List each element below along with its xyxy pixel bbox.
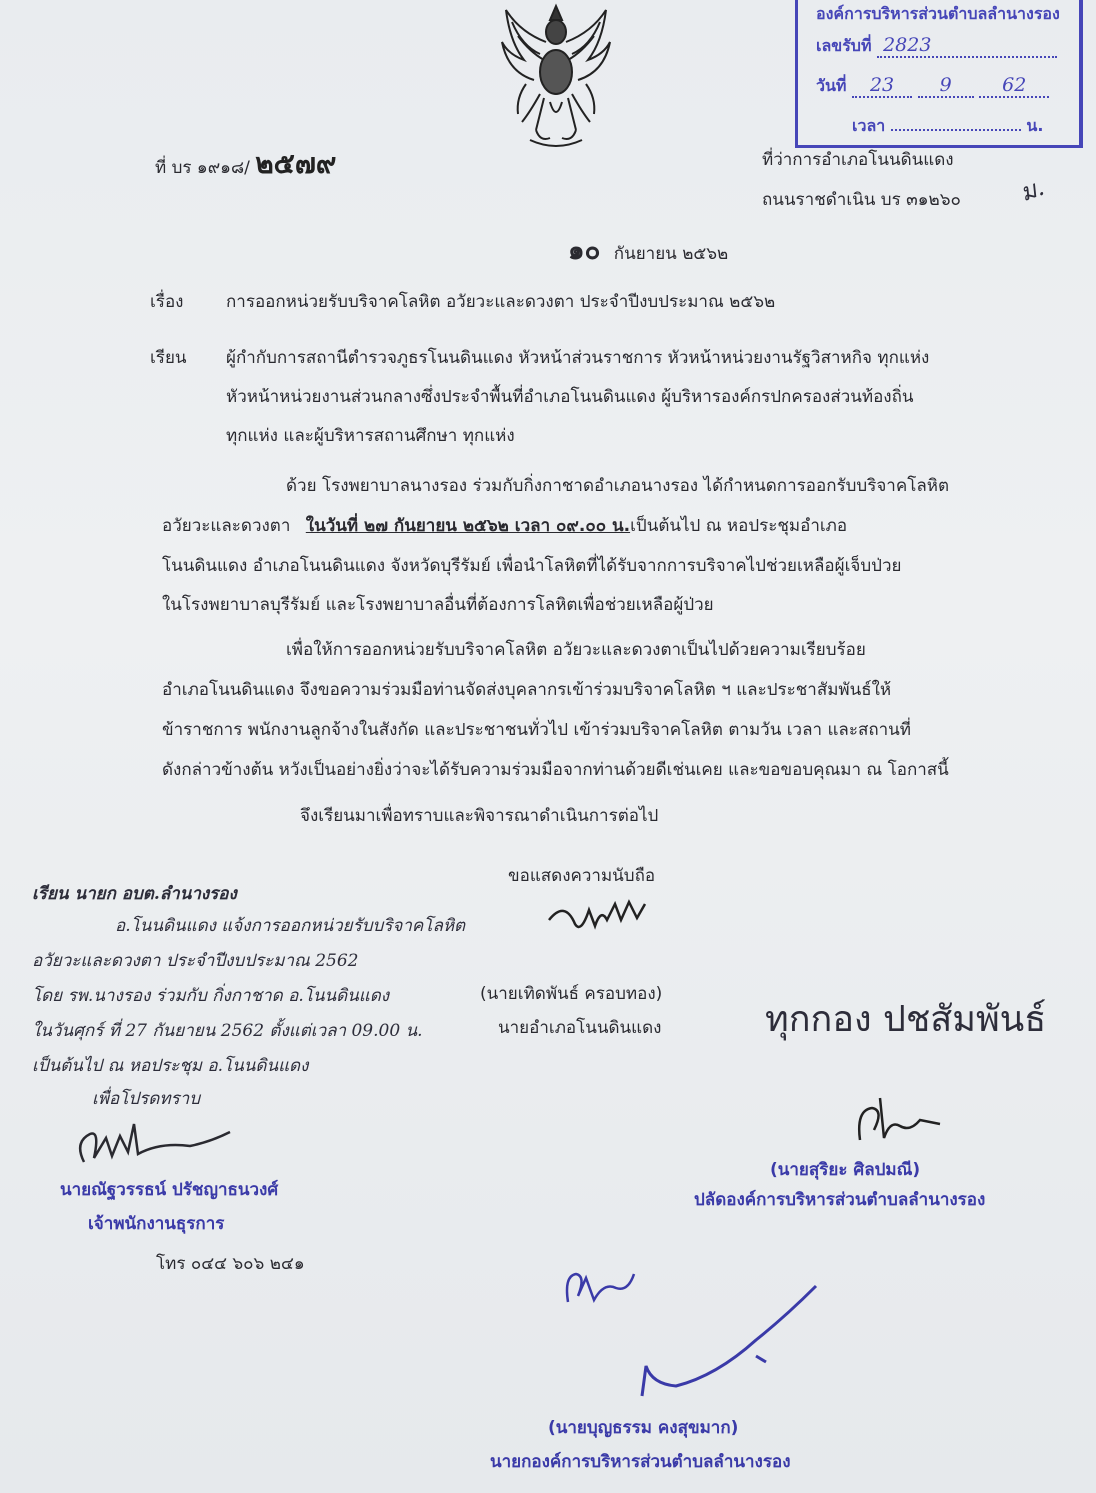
clerk-name: นายณัฐวรรธน์ ปรัชญาธนวงศ์ [60,1180,279,1200]
mayor-initial [560,1262,640,1316]
para1-event-date: ในวันที่ ๒๗ กันยายน ๒๕๖๒ เวลา ๐๙.๐๐ น. [305,516,631,536]
memo-line3: อวัยวะและดวงตา ประจำปีงบประมาณ 2562 [32,951,359,971]
right-handwritten-note: ทุกกอง ปชสัมพันธ์ [765,999,1047,1040]
letter-date-day: ๑๐ [568,236,601,266]
memo-line7: เพื่อโปรดทราบ [92,1089,200,1109]
to-line2: หัวหน้าหน่วยงานส่วนกลางซึ่งประจำพื้นที่อำเภอโนนดินแดง ผู้บริหารองค์กรปกครองส่วนท้องถิ่น [226,387,914,407]
clerk-phone: โทร ๐๔๔ ๖๐๖ ๒๔๑ [156,1254,305,1274]
stamp-time-unit: น. [1026,116,1044,135]
clerk-position: เจ้าพนักงานธุรการ [88,1214,225,1234]
para2-line1: เพื่อให้การออกหน่วยรับบริจาคโลหิต อวัยวะและดวงตาเป็นไปด้วยความเรียบร้อย [286,640,866,660]
para2-line2: อำเภอโนนดินแดง จึงขอความร่วมมือท่านจัดส่งบุคลากรเข้าร่วมบริจาคโลหิต ฯ และประชาสัมพันธ์ให้ [162,680,892,700]
letter-date-rest: กันยายน ๒๕๖๒ [613,244,729,264]
deputy-name: (นายสุริยะ ศิลปมณี) [770,1160,921,1180]
ref-number: ๒๕๗๙ [255,147,337,180]
stamp-date-row [816,74,1049,99]
para2-line4: ดังกล่าวข้างต้น หวังเป็นอย่างยิ่งว่าจะได้รับความร่วมมือจากท่านด้วยดีเช่นเคย และขอขอบคุณมา ณ โอกาสนี้ [162,760,949,780]
regards: ขอแสดงความนับถือ [508,866,656,886]
district-officer-name: (นายเทิดพันธ์ ครอบทอง) [480,984,663,1004]
stamp-date-year: 62 [1002,74,1027,96]
office-line1: ที่ว่าการอำเภอโนนดินแดง [762,150,954,170]
deputy-position: ปลัดองค์การบริหารส่วนตำบลลำนางรอง [694,1190,986,1210]
margin-initial: ม. [1016,172,1048,208]
ref-line [155,142,336,186]
memo-line1: เรียน นายก อบต.ลำนางรอง [32,884,237,904]
closing-line: จึงเรียนมาเพื่อทราบและพิจารณาดำเนินการต่อไป [300,806,659,826]
stamp-receipt-row [816,34,1057,59]
receipt-stamp [795,0,1083,148]
para1-line2c: เป็นต้นไป ณ หอประชุมอำเภอ [630,516,848,536]
garuda-emblem [500,2,612,152]
office-line2: ถนนราชดำเนิน บร ๓๑๒๖๐ [762,190,961,210]
district-officer-position: นายอำเภอโนนดินแดง [498,1018,662,1038]
stamp-time-label: เวลา [852,116,886,135]
mayor-name: (นายบุญธรรม คงสุขมาก) [548,1418,739,1438]
letter-date [568,230,728,271]
stamp-date-day: 23 [869,74,895,96]
clerk-signature [70,1112,240,1176]
district-officer-signature [545,890,655,940]
to-line3: ทุกแห่ง และผู้บริหารสถานศึกษา ทุกแห่ง [226,426,515,446]
para1-line4: ในโรงพยาบาลบุรีรัมย์ และโรงพยาบาลอื่นที่ต้องการโลหิตเพื่อช่วยเหลือผู้ป่วย [162,595,714,615]
to-line1: ผู้กำกับการสถานีตำรวจภูธรโนนดินแดง หัวหน้าส่วนราชการ หัวหน้าหน่วยงานรัฐวิสาหกิจ ทุกแห่ง [226,348,930,368]
stamp-receipt-label: เลขรับที่ [816,36,872,55]
stamp-date-month: 9 [939,74,952,96]
stamp-time-row [852,114,1043,139]
para1-line2 [162,512,847,539]
memo-line6: เป็นต้นไป ณ หอประชุม อ.โนนดินแดง [32,1056,309,1076]
stamp-org: องค์การบริหารส่วนตำบลลำนางรอง [816,4,1060,23]
stamp-date-label: วันที่ [816,76,847,95]
para1-line1: ด้วย โรงพยาบาลนางรอง ร่วมกับกิ่งกาชาดอำเภอนางรอง ได้กำหนดการออกรับบริจาคโลหิต [286,476,950,496]
subject-label: เรื่อง [150,292,184,312]
memo-line2: อ.โนนดินแดง แจ้งการออกหน่วยรับบริจาคโลหิต [115,916,466,936]
stamp-receipt-no: 2823 [883,34,932,56]
deputy-signature [850,1090,950,1154]
para1-line2a: อวัยวะและดวงตา [162,516,291,536]
mayor-position: นายกองค์การบริหารส่วนตำบลลำนางรอง [490,1452,791,1472]
mayor-signature [636,1276,836,1410]
subject-text: การออกหน่วยรับบริจาคโลหิต อวัยวะและดวงตา ประจำปีงบประมาณ ๒๕๖๒ [226,292,776,312]
para1-line3: โนนดินแดง อำเภอโนนดินแดง จังหวัดบุรีรัมย์ เพื่อนำโลหิตที่ได้รับจากการบริจาคไปช่วยเหลือผู้เจ็บป่วย [162,556,902,576]
to-label: เรียน [150,348,187,368]
memo-line5: ในวันศุกร์ ที่ 27 กันยายน 2562 ตั้งแต่เวลา 09.00 น. [32,1021,423,1041]
ref-prefix: ที่ บร ๑๙๑๘/ [155,158,250,178]
memo-line4: โดย รพ.นางรอง ร่วมกับ กิ่งกาชาด อ.โนนดินแดง [32,986,390,1006]
para2-line3: ข้าราชการ พนักงานลูกจ้างในสังกัด และประชาชนทั่วไป เข้าร่วมบริจาคโลหิต ตามวัน เวลา และสถานที่ [162,720,911,740]
